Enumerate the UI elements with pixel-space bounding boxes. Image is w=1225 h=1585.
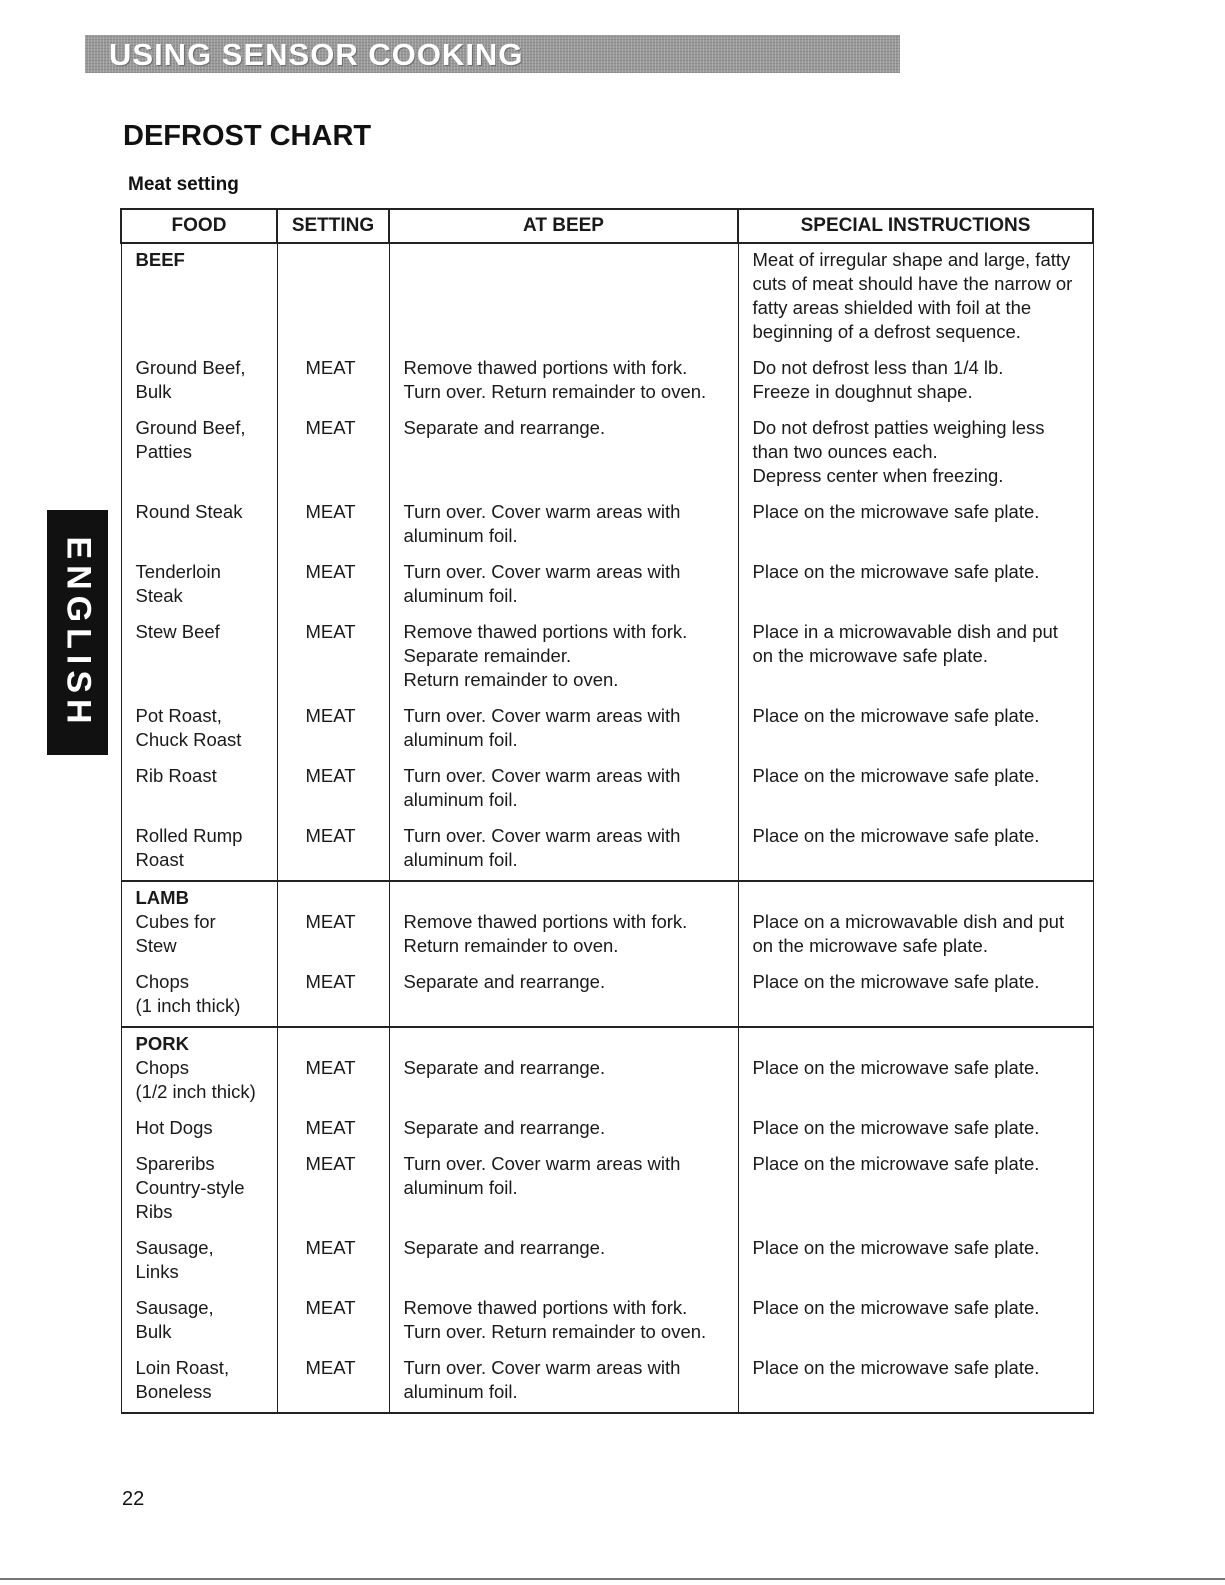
subtitle: Meat setting <box>128 174 239 195</box>
at-beep-cell: Separate and rearrange. <box>389 1116 738 1152</box>
at-beep-cell: Separate and rearrange. <box>389 1236 738 1296</box>
food-cell: Tenderloin Steak <box>121 560 277 620</box>
setting-cell: MEAT <box>277 1356 389 1413</box>
food-cell: Loin Roast, Boneless <box>121 1356 277 1413</box>
special-instructions-cell: Place on the microwave safe plate. <box>738 1152 1093 1236</box>
table-section <box>121 881 1093 1027</box>
table-row <box>121 824 1093 881</box>
setting-cell: MEAT <box>277 356 389 416</box>
category-beep-cell <box>389 1027 738 1056</box>
header-setting: SETTING <box>277 209 389 243</box>
special-instructions-cell: Place on the microwave safe plate. <box>738 970 1093 1027</box>
category-note <box>738 1027 1093 1056</box>
at-beep-cell: Turn over. Cover warm areas with aluminum foil. <box>389 1356 738 1413</box>
side-tab-label: ENGLISH <box>59 535 97 730</box>
category-label: LAMB <box>121 881 277 910</box>
at-beep-cell: Separate and rearrange. <box>389 1056 738 1116</box>
table-row <box>121 970 1093 1027</box>
setting-cell: MEAT <box>277 910 389 970</box>
table-row <box>121 704 1093 764</box>
category-setting-cell <box>277 1027 389 1056</box>
at-beep-cell: Turn over. Cover warm areas with aluminum foil. <box>389 764 738 824</box>
setting-cell: MEAT <box>277 1056 389 1116</box>
table-row <box>121 416 1093 500</box>
setting-cell: MEAT <box>277 500 389 560</box>
category-note <box>738 881 1093 910</box>
category-row <box>121 243 1093 356</box>
special-instructions-cell: Place on a microwavable dish and put on the microwave safe plate. <box>738 910 1093 970</box>
table-row <box>121 1236 1093 1296</box>
header-at-beep: AT BEEP <box>389 209 738 243</box>
page-title: DEFROST CHART <box>123 120 372 152</box>
page-number: 22 <box>122 1488 145 1510</box>
category-beep-cell <box>389 243 738 356</box>
table-row <box>121 1152 1093 1236</box>
special-instructions-cell: Place on the microwave safe plate. <box>738 1056 1093 1116</box>
category-row <box>121 1027 1093 1056</box>
header-special-instructions: SPECIAL INSTRUCTIONS <box>738 209 1093 243</box>
food-cell: Sausage, Links <box>121 1236 277 1296</box>
food-cell: Spareribs Country-style Ribs <box>121 1152 277 1236</box>
setting-cell: MEAT <box>277 1116 389 1152</box>
table-section <box>121 243 1093 881</box>
setting-cell: MEAT <box>277 1236 389 1296</box>
special-instructions-cell: Place on the microwave safe plate. <box>738 704 1093 764</box>
food-cell: Round Steak <box>121 500 277 560</box>
at-beep-cell: Turn over. Cover warm areas with aluminum foil. <box>389 704 738 764</box>
setting-cell: MEAT <box>277 620 389 704</box>
food-cell: Chops (1 inch thick) <box>121 970 277 1027</box>
table-row <box>121 1056 1093 1116</box>
table-row <box>121 356 1093 416</box>
header-food: FOOD <box>121 209 277 243</box>
special-instructions-cell: Place on the microwave safe plate. <box>738 764 1093 824</box>
special-instructions-cell: Place on the microwave safe plate. <box>738 1236 1093 1296</box>
special-instructions-cell: Place on the microwave safe plate. <box>738 500 1093 560</box>
table-header-row <box>121 209 1093 243</box>
table-row <box>121 620 1093 704</box>
table-section <box>121 1027 1093 1413</box>
food-cell: Hot Dogs <box>121 1116 277 1152</box>
special-instructions-cell: Place on the microwave safe plate. <box>738 824 1093 881</box>
food-cell: Ground Beef, Bulk <box>121 356 277 416</box>
setting-cell: MEAT <box>277 1296 389 1356</box>
table-row <box>121 1296 1093 1356</box>
at-beep-cell: Remove thawed portions with fork. Return remainder to oven. <box>389 910 738 970</box>
table-row <box>121 1116 1093 1152</box>
food-cell: Ground Beef, Patties <box>121 416 277 500</box>
category-note: Meat of irregular shape and large, fatty cuts of meat should have the narrow or fatty areas shielded with foil at the beginning of a defrost sequence. <box>738 243 1093 356</box>
bottom-rule <box>0 1578 1225 1580</box>
at-beep-cell: Separate and rearrange. <box>389 970 738 1027</box>
table-row <box>121 764 1093 824</box>
food-cell: Cubes for Stew <box>121 910 277 970</box>
at-beep-cell: Separate and rearrange. <box>389 416 738 500</box>
at-beep-cell: Remove thawed portions with fork. Turn over. Return remainder to oven. <box>389 1296 738 1356</box>
category-beep-cell <box>389 881 738 910</box>
food-cell: Stew Beef <box>121 620 277 704</box>
food-cell: Rolled Rump Roast <box>121 824 277 881</box>
table-row <box>121 500 1093 560</box>
setting-cell: MEAT <box>277 764 389 824</box>
at-beep-cell: Turn over. Cover warm areas with aluminum foil. <box>389 500 738 560</box>
category-setting-cell <box>277 243 389 356</box>
category-row <box>121 881 1093 910</box>
at-beep-cell: Turn over. Cover warm areas with aluminum foil. <box>389 560 738 620</box>
food-cell: Rib Roast <box>121 764 277 824</box>
special-instructions-cell: Place on the microwave safe plate. <box>738 1296 1093 1356</box>
defrost-chart-table <box>120 208 1094 1414</box>
special-instructions-cell: Place in a microwavable dish and put on the microwave safe plate. <box>738 620 1093 704</box>
category-setting-cell <box>277 881 389 910</box>
food-cell: Pot Roast, Chuck Roast <box>121 704 277 764</box>
special-instructions-cell: Place on the microwave safe plate. <box>738 1356 1093 1413</box>
category-label: BEEF <box>121 243 277 356</box>
banner-title: USING SENSOR COOKING <box>109 37 524 72</box>
special-instructions-cell: Do not defrost patties weighing less than two ounces each. Depress center when freezing. <box>738 416 1093 500</box>
at-beep-cell: Turn over. Cover warm areas with aluminum foil. <box>389 824 738 881</box>
at-beep-cell: Remove thawed portions with fork. Turn over. Return remainder to oven. <box>389 356 738 416</box>
setting-cell: MEAT <box>277 824 389 881</box>
food-cell: Chops (1/2 inch thick) <box>121 1056 277 1116</box>
language-side-tab <box>47 510 108 755</box>
special-instructions-cell: Place on the microwave safe plate. <box>738 560 1093 620</box>
setting-cell: MEAT <box>277 416 389 500</box>
table-row <box>121 560 1093 620</box>
food-cell: Sausage, Bulk <box>121 1296 277 1356</box>
at-beep-cell: Remove thawed portions with fork. Separate remainder. Return remainder to oven. <box>389 620 738 704</box>
section-banner <box>85 35 900 73</box>
table-row <box>121 910 1093 970</box>
table-row <box>121 1356 1093 1413</box>
setting-cell: MEAT <box>277 1152 389 1236</box>
category-label: PORK <box>121 1027 277 1056</box>
setting-cell: MEAT <box>277 560 389 620</box>
at-beep-cell: Turn over. Cover warm areas with aluminum foil. <box>389 1152 738 1236</box>
special-instructions-cell: Place on the microwave safe plate. <box>738 1116 1093 1152</box>
setting-cell: MEAT <box>277 970 389 1027</box>
special-instructions-cell: Do not defrost less than 1/4 lb. Freeze in doughnut shape. <box>738 356 1093 416</box>
setting-cell: MEAT <box>277 704 389 764</box>
